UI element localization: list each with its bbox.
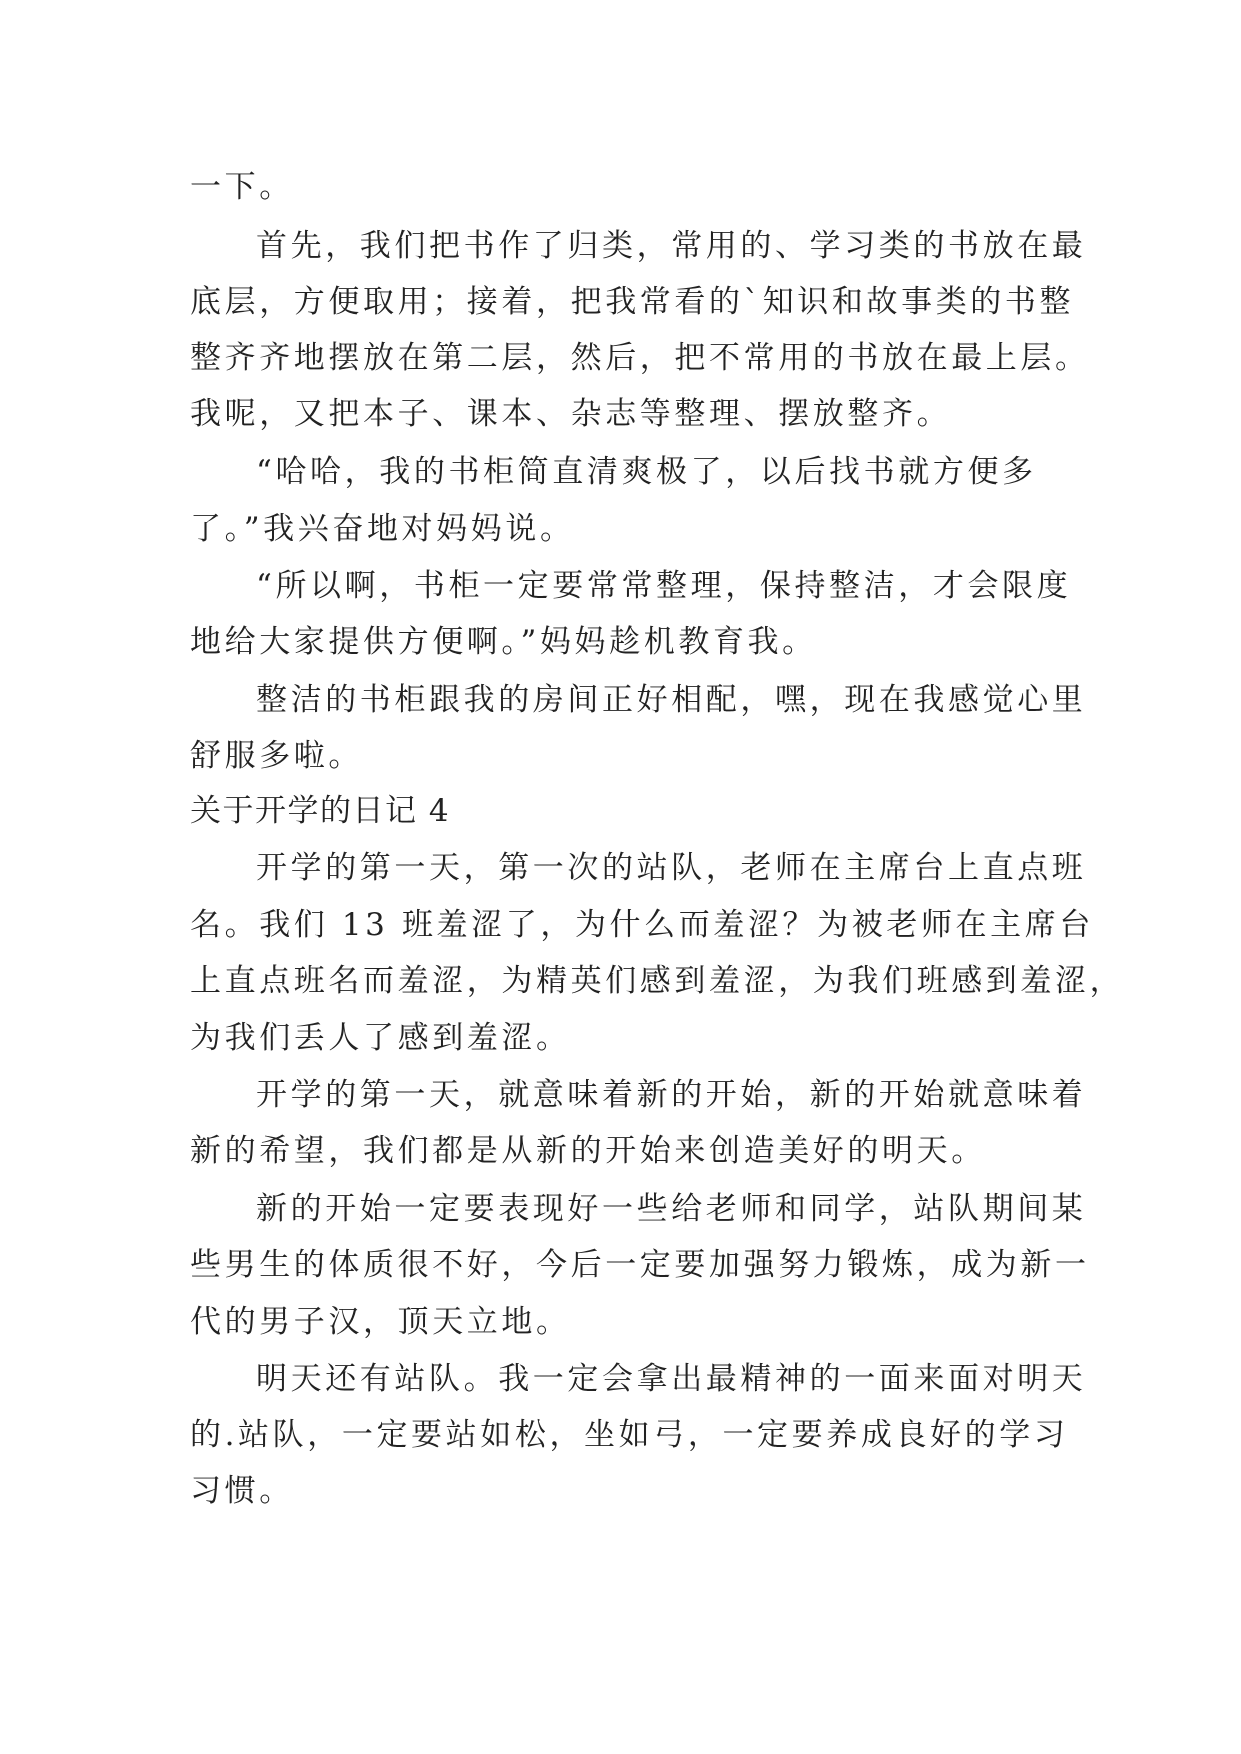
text-line: 我呢，又把本子、课本、杂志等整理、摆放整齐。: [190, 396, 952, 432]
text-line: 习惯。: [190, 1473, 294, 1509]
text-line: 底层，方便取用；接着，把我常看的`知识和故事类的书整: [190, 284, 1075, 320]
text-line: 的.站队，一定要站如松，坐如弓，一定要养成良好的学习: [190, 1417, 1069, 1453]
paragraph-first-line: 整洁的书柜跟我的房间正好相配，嘿，现在我感觉心里: [256, 682, 1087, 718]
paragraph-first-line: 开学的第一天，就意味着新的开始，新的开始就意味着: [256, 1077, 1087, 1113]
text-line: 些男生的体质很不好，今后一定要加强努力锻炼，成为新一: [190, 1247, 1090, 1283]
text-line: 上直点班名而羞涩，为精英们感到羞涩，为我们班感到羞涩，: [190, 963, 1125, 999]
section-heading: 关于开学的日记 4: [190, 793, 451, 829]
paragraph-first-line: 首先，我们把书作了归类，常用的、学习类的书放在最: [256, 228, 1087, 264]
text-line: 了。”我兴奋地对妈妈说。: [190, 511, 575, 547]
paragraph-first-line: 开学的第一天，第一次的站队，老师在主席台上直点班: [256, 850, 1087, 886]
text-line: 名。我们 13 班羞涩了，为什么而羞涩？为被老师在主席台: [190, 907, 1094, 943]
paragraph-first-line: 新的开始一定要表现好一些给老师和同学，站队期间某: [256, 1191, 1087, 1227]
text-line: 地给大家提供方便啊。”妈妈趁机教育我。: [190, 624, 817, 660]
text-line: 代的男子汉，顶天立地。: [190, 1304, 571, 1340]
text-line: 整齐齐地摆放在第二层，然后，把不常用的书放在最上层。: [190, 340, 1090, 376]
text-line: 一下。: [190, 169, 294, 205]
text-line: 新的希望，我们都是从新的开始来创造美好的明天。: [190, 1133, 986, 1169]
paragraph-first-line: “哈哈，我的书柜简直清爽极了，以后找书就方便多: [256, 454, 1037, 490]
paragraph-first-line: “所以啊，书柜一定要常常整理，保持整洁，才会限度: [256, 568, 1072, 604]
text-line: 为我们丢人了感到羞涩。: [190, 1020, 571, 1056]
paragraph-first-line: 明天还有站队。我一定会拿出最精神的一面来面对明天: [256, 1361, 1087, 1397]
text-line: 舒服多啦。: [190, 738, 363, 774]
